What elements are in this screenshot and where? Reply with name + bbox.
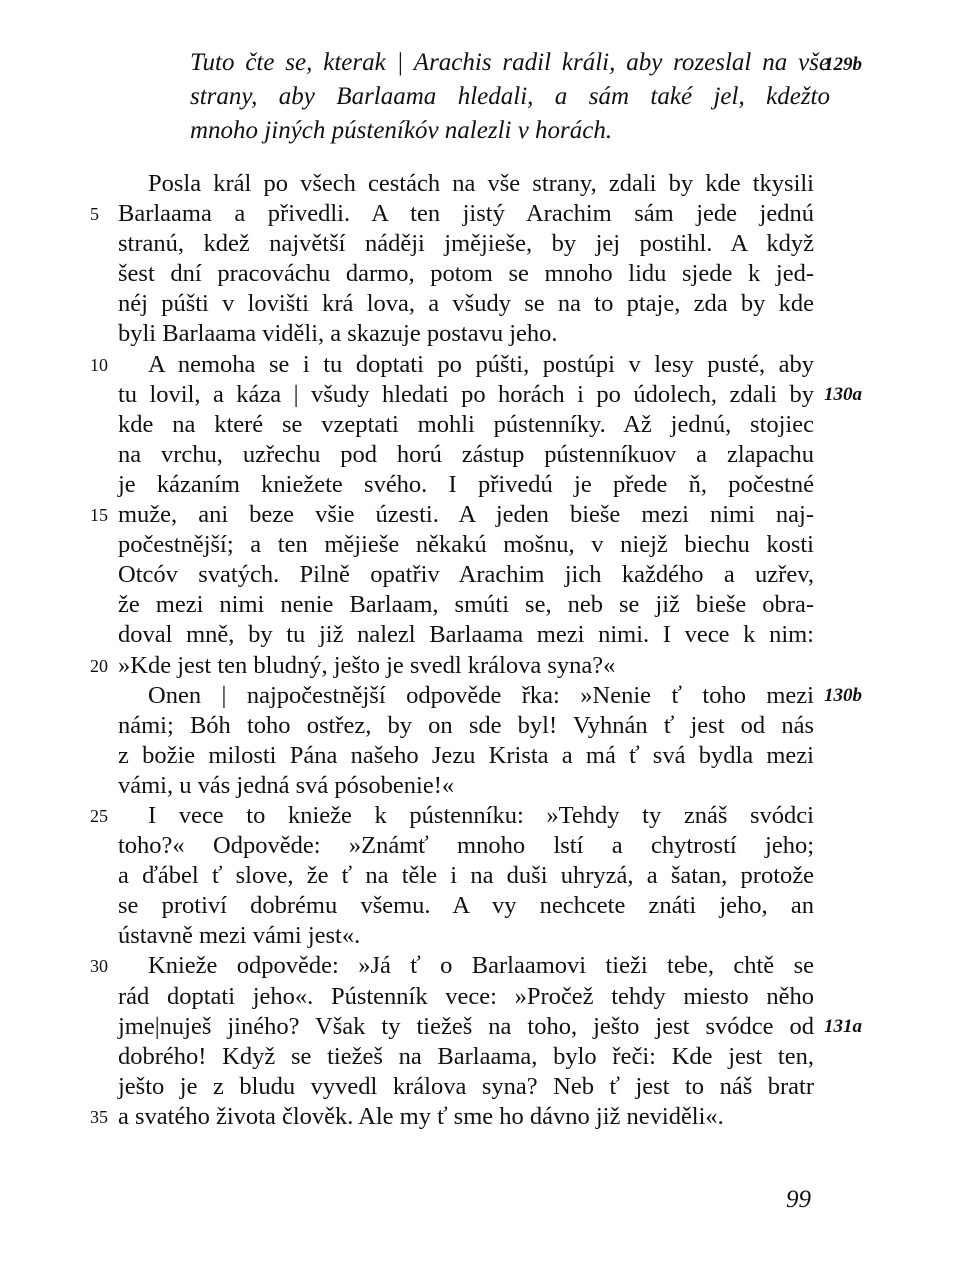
folio-marker: 131a [824, 1015, 862, 1037]
line-text: muže, ani beze všie úzesti. A jeden bieše mezi nimi naj- [118, 501, 814, 529]
text-line [118, 771, 814, 801]
line-text: tu lovil, a káza | všudy hledati po horách i po údolech, zdali by [118, 380, 814, 408]
text-line [90, 500, 814, 530]
line-text: Otcóv svatých. Pilně opatřiv Arachim jich každého a uzřev, [118, 561, 814, 589]
line-text: a svatého života člověk. Ale my ť sme ho dávno již neviděli«. [118, 1102, 724, 1130]
text-line [90, 651, 814, 681]
line-number: 15 [90, 505, 108, 526]
page-number: 99 [786, 1186, 811, 1213]
line-text: Onen | najpočestnější odpověde řka: »Nenie ť toho mezi [148, 681, 814, 709]
text-line [118, 921, 814, 951]
line-text: šest dní pracováchu darmo, potom se mnoho lidu sjede k jed- [118, 260, 814, 288]
line-number: 25 [90, 805, 108, 826]
text-line [118, 319, 814, 349]
text-line [118, 259, 814, 289]
text-line [118, 590, 814, 620]
text-line [118, 440, 814, 470]
line-number: 30 [90, 956, 108, 977]
line-text: ústavně mezi vámi jest«. [118, 922, 361, 950]
line-number: 35 [90, 1106, 108, 1127]
text-line [118, 982, 814, 1012]
text-line [90, 801, 814, 831]
text-line [118, 831, 814, 861]
line-text: kde na které se vzeptati mohli pústenníky. Až jednú, stojiec [118, 410, 814, 438]
text-line [118, 891, 814, 921]
text-line [118, 380, 862, 410]
chapter-rubric [190, 46, 830, 148]
line-text: néj púšti v lovišti krá lova, a všudy se na to ptaje, zda by kde [118, 290, 814, 318]
text-line [118, 1042, 814, 1072]
line-text: »Kde jest ten bludný, ješto je svedl králova syna?« [118, 651, 616, 679]
line-text: A nemoha se i tu doptati po púšti, postúpi v lesy pusté, aby [148, 350, 814, 378]
text-line [90, 199, 814, 229]
text-line [118, 620, 814, 650]
text-line [118, 530, 814, 560]
line-text: vámi, u vás jedná svá pósobenie!« [118, 771, 455, 799]
line-text: stranú, kdež najvětší náději jmějieše, by jej postihl. A když [118, 230, 814, 258]
text-line [118, 470, 814, 500]
rubric-line: mnoho jiných pústeníkóv nalezli v horách. [190, 117, 613, 144]
line-text: Barlaama a přivedli. A ten jistý Arachim sám jede jednú [118, 200, 814, 228]
text-line [118, 410, 814, 440]
text-line [118, 229, 814, 259]
rubric-line: strany, aby Barlaama hledali, a sám také jel, kdežto [190, 83, 830, 110]
line-text: počestnější; a ten mějieše někakú mošnu, v niejž biechu kosti [118, 531, 814, 559]
line-number: 10 [90, 354, 108, 375]
folio-marker: 130a [824, 383, 862, 405]
text-line [118, 1072, 814, 1102]
line-text: dobrého! Když se tiežeš na Barlaama, bylo řeči: Kde jest ten, [118, 1042, 814, 1070]
line-text: byli Barlaama viděli, a skazuje postavu jeho. [118, 320, 558, 348]
text-line [118, 169, 814, 199]
text-line [90, 951, 814, 981]
line-text: je kázaním kniežete svého. I přivedú je přede ň, počestné [118, 470, 814, 498]
line-text: Posla král po všech cestách na vše strany, zdali by kde tkysili [148, 170, 814, 197]
text-line [90, 1102, 814, 1132]
line-text: jme|nuješ jiného? Však ty tiežeš na toho, ješto jest svódce od [118, 1012, 814, 1040]
line-text: ješto je z bludu vyvedl králova syna? Neb ť jest to náš bratr [118, 1072, 814, 1100]
line-text: rád doptati jeho«. Pústenník vece: »Pročež tehdy miesto něho [118, 982, 814, 1010]
text-line [118, 1012, 862, 1042]
text-line [118, 560, 814, 590]
line-text: a ďábel ť slove, že ť na těle i na duši uhryzá, a šatan, protože [118, 862, 814, 890]
line-text: toho?« Odpověde: »Známť mnoho lstí a chytrostí jeho; [118, 832, 814, 860]
body-text [90, 169, 862, 1132]
text-line [118, 861, 814, 891]
line-text: se protiví dobrému všemu. A vy nechcete znáti jeho, an [118, 892, 814, 920]
text-line [118, 711, 814, 741]
folio-marker: 130b [824, 684, 862, 706]
line-text: doval mně, by tu již nalezl Barlaama mezi nimi. I vece k nim: [118, 621, 814, 649]
line-text: námi; Bóh toho ostřez, by on sde byl! Vyhnán ť jest od nás [118, 711, 814, 739]
line-number: 5 [90, 204, 99, 225]
line-text: Knieže odpověde: »Já ť o Barlaamovi tieži tebe, chtě se [148, 952, 814, 980]
rubric-line: Tuto čte se, kterak | Arachis radil králi, aby rozeslal na vše [190, 49, 830, 76]
line-text: že mezi nimi nenie Barlaam, smúti se, neb se již bieše obra- [118, 591, 814, 619]
text-line [118, 681, 862, 711]
text-line [118, 741, 814, 771]
line-text: I vece to knieže k pústenníku: »Tehdy ty znáš svódci [148, 801, 814, 829]
line-text: na vrchu, uzřechu pod horú zástup pústenníkuov a zlapachu [118, 440, 814, 468]
text-line [118, 289, 814, 319]
line-text: z božie milosti Pána našeho Jezu Krista a má ť svá bydla mezi [118, 741, 814, 769]
folio-marker: 129b [824, 54, 862, 75]
text-line [90, 350, 814, 380]
line-number: 20 [90, 655, 108, 676]
